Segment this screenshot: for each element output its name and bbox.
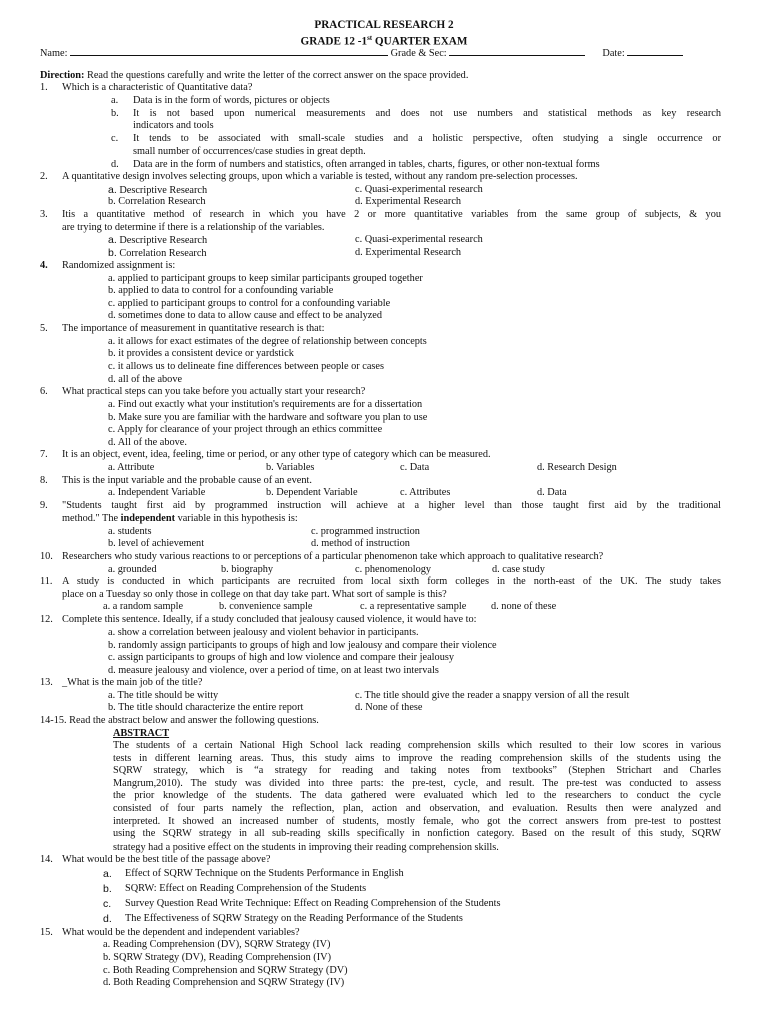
- q3-a-letter: a.: [108, 234, 117, 246]
- q10-number: 10.: [40, 551, 53, 562]
- q6-c: c. Apply for clearance of your project through an ethics committee: [108, 424, 383, 435]
- subtitle-rest: QUARTER EXAM: [372, 35, 468, 48]
- q1-d-letter: d.: [111, 159, 119, 170]
- q9-d: d. method of instruction: [311, 538, 410, 549]
- q15-number: 15.: [40, 927, 53, 938]
- grade-blank[interactable]: [449, 45, 585, 56]
- q4-d: d. sometimes done to data to allow cause and effect to be analyzed: [108, 310, 383, 321]
- q3-b-letter: b.: [108, 247, 117, 259]
- q13-a: a. The title should be witty: [108, 690, 219, 701]
- q14-number: 14.: [40, 854, 53, 865]
- q2-d: d. Experimental Research: [355, 196, 462, 207]
- q6-a: a. Find out exactly what your institution's requirements are for a dissertation: [108, 399, 423, 410]
- q7-c: c. Data: [400, 462, 430, 473]
- q9-number: 9.: [40, 500, 48, 511]
- q10-text: Researchers who study various reactions to or perceptions of a particular phenomenon take which approach to qualitative research?: [62, 551, 604, 562]
- q3-text-line2: are trying to determine if there is a relationship of the variables.: [62, 222, 325, 233]
- q1-c-line1: It tends to be associated with small-scale studies and a holistic perspective, often studying a single occurrence or: [133, 133, 721, 144]
- q12-a: a. show a correlation between jealousy and violent behavior in participants.: [108, 627, 419, 638]
- q9-text-post: variable in this hypothesis is:: [175, 513, 298, 524]
- q14-c: Survey Question Read Write Technique: Effect on Reading Comprehension of the Students: [125, 898, 501, 909]
- abstract-heading: ABSTRACT: [113, 728, 170, 739]
- name-label: Name:: [40, 48, 68, 59]
- q1-b-line1: It is not based upon numerical measurements and does not use numbers and statistical methods as key research: [133, 108, 721, 119]
- q2-b: b. Correlation Research: [108, 196, 206, 207]
- q2-c: c. Quasi-experimental research: [355, 184, 483, 195]
- q10-a: a. grounded: [108, 564, 157, 575]
- abstract-line: tests in different learning areas. Thus, this study aims to improve the reading comprehension skills of the students using the: [113, 752, 721, 764]
- q11-a: a. a random sample: [103, 601, 184, 612]
- q5-c: c. it allows us to delineate fine differences between people or cases: [108, 361, 384, 372]
- q1-a-letter: a.: [111, 95, 119, 106]
- abstract-line: the prior knowledge of the students. The data gathered were evaluated which led to the researchers to conduct the cycle: [113, 790, 721, 802]
- q14-15-number: 14-15.: [40, 715, 67, 726]
- q12-b: b. randomly assign participants to groups of high and low jealousy and compare their violence: [108, 640, 497, 651]
- q14-15-instruction: [40, 715, 319, 728]
- q1-d: Data are in the form of numbers and statistics, often arranged in tables, charts, figures, or other non-textual forms: [133, 159, 600, 170]
- q1-a: Data is in the form of words, pictures or objects: [133, 95, 330, 106]
- exam-title: PRACTICAL RESEARCH 2: [314, 19, 454, 31]
- q3-a: [108, 234, 207, 248]
- q4-number: 4.: [40, 260, 48, 271]
- q1-number: 1.: [40, 82, 48, 93]
- q9-a: a. students: [108, 526, 152, 537]
- q6-text: What practical steps can you take before you actually start your research?: [62, 386, 366, 397]
- q12-d: d. measure jealousy and violence, over a period of time, on at least two intervals: [108, 665, 439, 676]
- q1-b-letter: b.: [111, 108, 119, 119]
- q8-text: This is the input variable and the probable cause of an event.: [62, 475, 312, 486]
- q3-number: 3.: [40, 209, 48, 220]
- q14-b-letter: b.: [103, 883, 112, 895]
- name-blank[interactable]: [70, 45, 388, 56]
- direction-text: Read the questions carefully and write the letter of the correct answer on the space provided.: [84, 70, 469, 81]
- q14-d: The Effectiveness of SQRW Strategy on the Reading Performance of the Students: [125, 913, 463, 924]
- q13-c: c. The title should give the reader a snappy version of all the result: [355, 690, 630, 701]
- name-line: [40, 45, 683, 61]
- q7-a: a. Attribute: [108, 462, 155, 473]
- date-blank[interactable]: [627, 45, 683, 56]
- q12-number: 12.: [40, 614, 53, 625]
- abstract-last-line: strategy had a positive effect on the students in improving their reading comprehension skills.: [113, 842, 499, 853]
- q9-c: c. programmed instruction: [311, 526, 420, 537]
- q7-b: b. Variables: [266, 462, 315, 473]
- q3-c: c. Quasi-experimental research: [355, 234, 483, 245]
- q9-text-pre: method." The: [62, 513, 121, 524]
- q9-text-line2: [62, 513, 298, 526]
- q11-number: 11.: [40, 576, 53, 587]
- q15-c: c. Both Reading Comprehension and SQRW Strategy (DV): [103, 965, 348, 976]
- q1-c-letter: c.: [111, 133, 119, 144]
- q2-a-letter: a.: [108, 184, 117, 196]
- q3-d: d. Experimental Research: [355, 247, 462, 258]
- q7-number: 7.: [40, 449, 48, 460]
- q8-d: d. Data: [537, 487, 567, 498]
- q6-d: d. All of the above.: [108, 437, 187, 448]
- q10-d: d. case study: [492, 564, 545, 575]
- q2-text: A quantitative design involves selecting groups, upon which a variable is tested, without any random pre-selection processes.: [62, 171, 578, 182]
- q5-a: a. it allows for exact estimates of the degree of relationship between concepts: [108, 336, 427, 347]
- q1-b-line2: indicators and tools: [133, 120, 214, 131]
- q2-a-text: Descriptive Research: [116, 185, 208, 196]
- q9-b: b. level of achievement: [108, 538, 205, 549]
- q13-text: _What is the main job of the title?: [62, 677, 203, 688]
- q6-number: 6.: [40, 386, 48, 397]
- q1-c-line2: small number of occurrences/case studies in great depth.: [133, 146, 366, 157]
- q4-text: Randomized assignment is:: [62, 260, 176, 271]
- q15-text: What would be the dependent and independent variables?: [62, 927, 300, 938]
- subtitle-main: GRADE 12 -1: [300, 35, 368, 48]
- q3-b: [108, 247, 207, 261]
- q9-text-bold: independent: [120, 513, 176, 524]
- q11-text-line1: A study is conducted in which participants are recruited from local sixth form colleges in the north-east of the UK. The study takes: [62, 576, 721, 587]
- q10-c: c. phenomenology: [355, 564, 432, 575]
- q7-d: d. Research Design: [537, 462, 617, 473]
- q4-c: c. applied to participant groups to control for a confounding variable: [108, 298, 391, 309]
- q13-d: d. None of these: [355, 702, 423, 713]
- grade-label: Grade & Sec:: [390, 48, 447, 59]
- q11-d: d. none of these: [491, 601, 557, 612]
- q15-d: d. Both Reading Comprehension and SQRW Strategy (IV): [103, 977, 345, 988]
- q5-d: d. all of the above: [108, 374, 183, 385]
- direction-label: Direction:: [40, 70, 85, 81]
- q1-text: Which is a characteristic of Quantitative data?: [62, 82, 253, 93]
- q7-text: It is an object, event, idea, feeling, time or period, or any other type of category which can be measured.: [62, 449, 491, 460]
- q8-b: b. Dependent Variable: [266, 487, 358, 498]
- q11-b: b. convenience sample: [219, 601, 313, 612]
- q8-c: c. Attributes: [400, 487, 451, 498]
- date-label: Date:: [602, 48, 625, 59]
- q14-text: What would be the best title of the passage above?: [62, 854, 271, 865]
- q15-b: b. SQRW Strategy (DV), Reading Comprehension (IV): [103, 952, 332, 963]
- direction: [40, 70, 468, 83]
- abstract-line: The students of a certain National High School lack reading comprehension skills which resulted to their low scores in various: [113, 740, 721, 751]
- abstract-line: using the SQRW strategy in all sub-reading skills specifically in nonfiction category. Based on the result of this study, SQRW: [113, 828, 721, 840]
- q5-number: 5.: [40, 323, 48, 334]
- q14-15-text: Read the abstract below and answer the following questions.: [66, 715, 319, 726]
- q12-text: Complete this sentence. Ideally, if a study concluded that jealousy caused violence, it would have to:: [62, 614, 477, 625]
- q14-a-letter: a.: [103, 868, 112, 880]
- abstract-line: Mangrum,2010). The study was divided into three parts: the pre-test, cycle, and result. The pre-test was conducted to assess: [113, 777, 721, 789]
- q9-text-line1: "Students taught first aid by programmed instruction will achieve at a higher level than those taught first aid by the traditional: [62, 500, 721, 511]
- abstract-line: SQRW strategy, which is “a strategy for reading and taking notes from textbooks” (Stephen Strichart and Charles: [113, 765, 721, 777]
- q12-c: c. assign participants to groups of high and low violence and compare their jealousy: [108, 652, 454, 663]
- q14-b: SQRW: Effect on Reading Comprehension of the Students: [125, 883, 367, 894]
- q8-number: 8.: [40, 475, 48, 486]
- q8-a: a. Independent Variable: [108, 487, 206, 498]
- q3-text-line1: Itis a quantitative method of research in which you have 2 or more quantitative variables from the same group of subjects, & you: [62, 209, 721, 220]
- q6-b: b. Make sure you are familiar with the hardware and software you plan to use: [108, 412, 428, 423]
- q3-a-text: Descriptive Research: [116, 235, 208, 246]
- q14-d-letter: d.: [103, 913, 112, 925]
- q5-b: b. it provides a consistent device or yardstick: [108, 348, 294, 359]
- abstract-line: interpreted. It showed an increased number of students, mostly female, who got the correct answers from pre-test to posttest: [113, 815, 721, 827]
- q14-c-letter: c.: [103, 898, 112, 910]
- q4-a: a. applied to participant groups to keep similar participants grouped together: [108, 273, 423, 284]
- q10-b: b. biography: [221, 564, 274, 575]
- q13-number: 13.: [40, 677, 53, 688]
- q5-text: The importance of measurement in quantitative research is that:: [62, 323, 325, 334]
- q2-number: 2.: [40, 171, 48, 182]
- q14-a: Effect of SQRW Technique on the Students Performance in English: [125, 868, 404, 879]
- q3-b-text: Correlation Research: [116, 248, 207, 259]
- q15-a: a. Reading Comprehension (DV), SQRW Strategy (IV): [103, 939, 331, 950]
- subtitle-sup: st: [367, 34, 373, 42]
- abstract-line: consisted of four parts namely the reflection, plan, action and observation, and evaluation. Results then were analyzed and: [113, 803, 721, 814]
- q4-b: b. applied to data to control for a confounding variable: [108, 285, 334, 296]
- q11-text-line2: place on a Tuesday so only those in college on that day take part. What sort of sample is this?: [62, 589, 447, 600]
- q11-c: c. a representative sample: [360, 601, 467, 612]
- q13-b: b. The title should characterize the entire report: [108, 702, 304, 713]
